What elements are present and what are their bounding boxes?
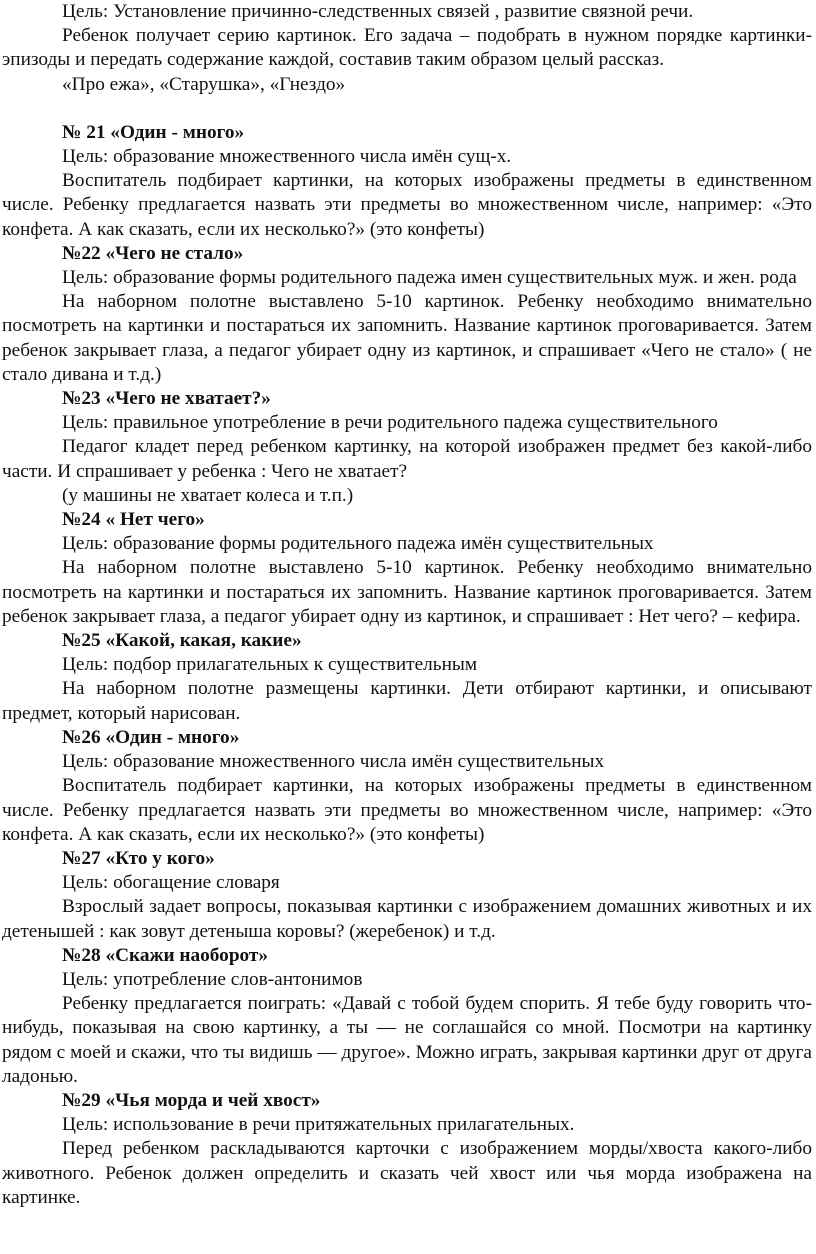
game-26-title: №26 «Один - много» bbox=[62, 726, 240, 748]
game-21-goal: Цель: образование множественного числа имён сущ-х. bbox=[62, 146, 512, 168]
game-22-title: №22 «Чего не стало» bbox=[62, 242, 244, 264]
game-27-goal: Цель: обогащение словаря bbox=[62, 872, 280, 894]
game-24-title: №24 « Нет чего» bbox=[62, 509, 205, 531]
game-24-goal: Цель: образование формы родительного падежа имён существительных bbox=[62, 533, 654, 555]
intro-description: Ребенок получает серию картинок. Его задача – подобрать в нужном порядке картинки-эпизоды и передать содержание каждой, составив таким образом целый рассказ. bbox=[2, 25, 812, 71]
game-25-title: №25 «Какой, какая, какие» bbox=[62, 630, 302, 652]
game-23-description: Педагог кладет перед ребенком картинку, на которой изображен предмет без какой-либо части. И спрашивает у ребенка : Чего не хватает? bbox=[2, 436, 812, 482]
game-28-title: №28 «Скажи наоборот» bbox=[62, 944, 269, 966]
game-25-description: На наборном полотне размещены картинки. Дети отбирают картинки, и описывают предмет, который нарисован. bbox=[2, 678, 812, 724]
game-22-description: На наборном полотне выставлено 5-10 картинок. Ребенку необходимо внимательно посмотреть на картинки и постараться их запомнить. Название картинок проговаривается. Затем ребенок закрывает глаза, а педагог убирает одну из картинок, и спрашивает «Чего не стало» ( не стало дивана и т.д.) bbox=[2, 291, 812, 385]
game-23-goal: Цель: правильное употребление в речи родительного падежа существительного bbox=[62, 412, 718, 434]
game-21-description: Воспитатель подбирает картинки, на которых изображены предметы в единственном числе. Ребенку предлагается назвать эти предметы во множественном числе, например: «Это конфета. А как сказать, если их несколько?» (это конфеты) bbox=[2, 170, 812, 240]
game-29-description: Перед ребенком раскладываются карточки с изображением морды/хвоста какого-либо животного. Ребенок должен определить и сказать чей хвост или чья морда изображена на картинке. bbox=[2, 1138, 812, 1208]
game-28-description: Ребенку предлагается поиграть: «Давай с тобой будем спорить. Я тебе буду говорить что-нибудь, показывая на свою картинку, а ты — не соглашайся со мной. Посмотри на картинку рядом с моей и скажи, что ты видишь — другое». Можно играть, закрывая картинки друг от друга ладонью. bbox=[2, 993, 812, 1087]
intro-stories: «Про ежа», «Старушка», «Гнездо» bbox=[62, 73, 346, 95]
game-24-description: На наборном полотне выставлено 5-10 картинок. Ребенку необходимо внимательно посмотреть на картинки и постараться их запомнить. Название картинок проговаривается. Затем ребенок закрывает глаза, а педагог убирает одну из картинок, и спрашивает : Нет чего? – кефира. bbox=[2, 557, 812, 627]
game-22-goal: Цель: образование формы родительного падежа имен существительных муж. и жен. рода bbox=[62, 267, 797, 289]
intro-goal: Цель: Установление причинно-следственных связей , развитие связной речи. bbox=[62, 1, 694, 22]
game-23-example: (у машины не хватает колеса и т.п.) bbox=[62, 484, 354, 506]
game-26-description: Воспитатель подбирает картинки, на которых изображены предметы в единственном числе. Ребенку предлагается назвать эти предметы во множественном числе, например: «Это конфета. А как сказать, если их несколько?» (это конфеты) bbox=[2, 775, 812, 845]
game-23-title: №23 «Чего не хватает?» bbox=[62, 388, 271, 410]
game-28-goal: Цель: употребление слов-антонимов bbox=[62, 968, 363, 990]
game-25-goal: Цель: подбор прилагательных к существительным bbox=[62, 654, 478, 676]
game-21-title: № 21 «Один - много» bbox=[62, 121, 245, 143]
blank-line bbox=[2, 97, 812, 121]
game-29-goal: Цель: использование в речи притяжательных прилагательных. bbox=[62, 1114, 575, 1136]
game-29-title: №29 «Чья морда и чей хвост» bbox=[62, 1089, 321, 1111]
game-26-goal: Цель: образование множественного числа имён существительных bbox=[62, 751, 605, 773]
game-27-description: Взрослый задает вопросы, показывая картинки с изображением домашних животных и их детенышей : как зовут детеныша коровы? (жеребенок) и т.д. bbox=[2, 896, 812, 942]
game-27-title: №27 «Кто у кого» bbox=[62, 847, 215, 869]
